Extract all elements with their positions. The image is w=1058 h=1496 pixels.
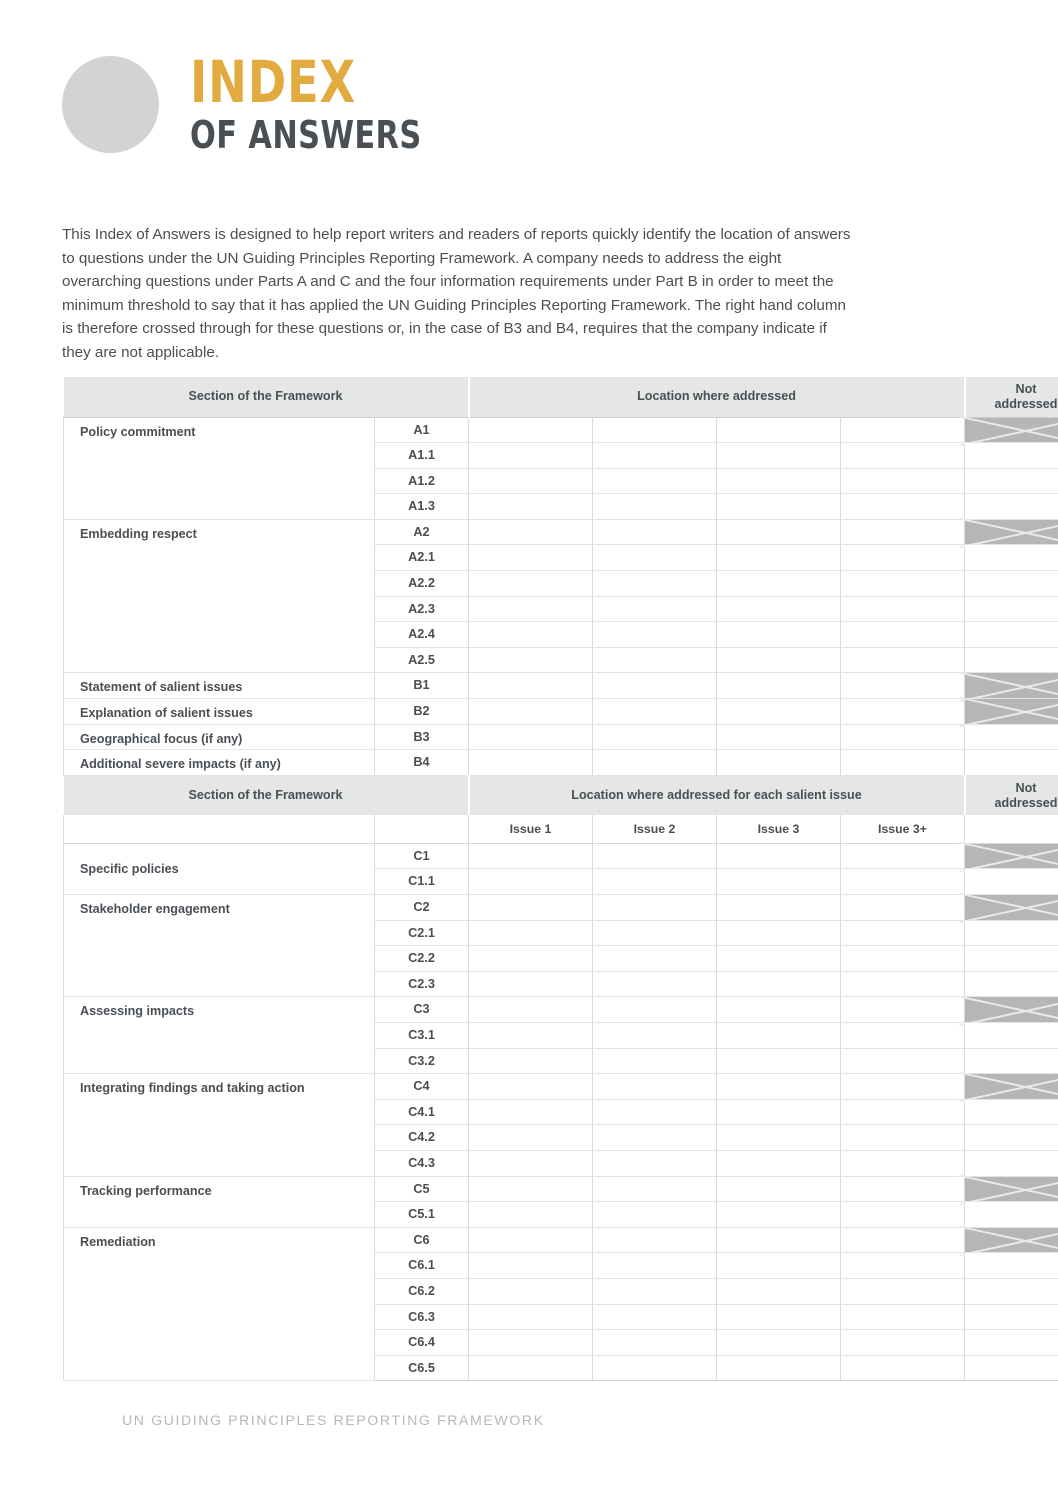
location-input-cell[interactable] [717, 1355, 841, 1381]
intro-paragraph: This Index of Answers is designed to help report writers and readers of reports quickly identify the location of answers to questions under the UN Guiding Principles Reporting Framework. A company needs to address the eight overarching questions under Parts A and C and the four information requirements under Part B in order to meet the minimum threshold to say that it has applied the UN Guiding Principles Reporting Framework. The right hand column is therefore crossed through for these questions or, in the case of B3 and B4, requires that the company indicate if they are not applicable. [62, 226, 851, 361]
requirement-code-cell: A1.1 [375, 443, 469, 469]
location-input-cell[interactable] [593, 895, 717, 921]
location-input-cell[interactable] [841, 1202, 965, 1228]
location-input-cell[interactable] [841, 571, 965, 597]
location-input-cell[interactable] [593, 494, 717, 520]
gray-circle-icon [62, 56, 159, 153]
location-input-cell[interactable] [593, 545, 717, 571]
location-input-cell[interactable] [841, 545, 965, 571]
location-input-cell[interactable] [593, 1125, 717, 1151]
section-label-cell: Policy commitment [64, 417, 375, 519]
location-input-cell[interactable] [469, 1253, 593, 1279]
location-input-cell[interactable] [593, 750, 717, 776]
location-input-cell[interactable] [593, 1150, 717, 1176]
page-title-main: INDEX [190, 48, 357, 116]
location-input-cell[interactable] [717, 971, 841, 997]
location-input-cell[interactable] [717, 1048, 841, 1074]
location-input-cell[interactable] [717, 1330, 841, 1356]
location-input-cell[interactable] [841, 519, 965, 545]
location-input-cell[interactable] [469, 750, 593, 776]
requirement-code-cell: B4 [375, 750, 469, 776]
requirement-code-cell: C4.3 [375, 1150, 469, 1176]
location-input-cell[interactable] [469, 545, 593, 571]
requirement-code-cell: C1 [375, 843, 469, 869]
location-input-cell[interactable] [841, 1355, 965, 1381]
section-label-cell: Remediation [64, 1227, 375, 1381]
not-addressed-cell[interactable] [965, 1048, 1058, 1074]
location-input-cell[interactable] [717, 571, 841, 597]
location-input-cell[interactable] [717, 417, 841, 443]
location-input-cell[interactable] [717, 622, 841, 648]
requirement-code-cell: C5.1 [375, 1202, 469, 1228]
header-section-of-framework-c: Section of the Framework [64, 775, 469, 815]
location-input-cell[interactable] [593, 724, 717, 750]
table-row [64, 1227, 1058, 1253]
not-addressed-cell[interactable] [965, 869, 1058, 895]
section-label-cell: Tracking performance [64, 1176, 375, 1227]
location-input-cell[interactable] [841, 843, 965, 869]
location-input-cell[interactable] [717, 1176, 841, 1202]
header-location-addressed: Location where addressed [469, 377, 965, 417]
not-addressed-cell[interactable] [965, 699, 1058, 725]
location-input-cell[interactable] [717, 1150, 841, 1176]
location-input-cell[interactable] [593, 468, 717, 494]
location-input-cell[interactable] [469, 843, 593, 869]
location-input-cell[interactable] [469, 596, 593, 622]
cross-out-icon [965, 1177, 1058, 1202]
requirement-code-cell: A1 [375, 417, 469, 443]
location-input-cell[interactable] [593, 571, 717, 597]
requirement-code-cell: C4.2 [375, 1125, 469, 1151]
location-input-cell[interactable] [841, 647, 965, 673]
location-input-cell[interactable] [841, 1150, 965, 1176]
location-input-cell[interactable] [469, 1202, 593, 1228]
not-addressed-cell[interactable] [965, 1202, 1058, 1228]
page-title [190, 48, 480, 157]
cross-out-icon [965, 673, 1058, 698]
location-input-cell[interactable] [841, 1227, 965, 1253]
location-input-cell[interactable] [469, 1355, 593, 1381]
location-input-cell[interactable] [593, 1074, 717, 1100]
location-input-cell[interactable] [469, 1176, 593, 1202]
location-input-cell[interactable] [469, 417, 593, 443]
location-input-cell[interactable] [841, 1099, 965, 1125]
location-input-cell[interactable] [841, 596, 965, 622]
requirement-code-cell: A2 [375, 519, 469, 545]
location-input-cell[interactable] [841, 417, 965, 443]
cross-out-icon [965, 844, 1058, 869]
location-input-cell[interactable] [469, 1074, 593, 1100]
table-row [64, 1074, 1058, 1100]
not-addressed-cell[interactable] [965, 1278, 1058, 1304]
location-input-cell[interactable] [841, 1048, 965, 1074]
section-label-cell: Specific policies [64, 843, 375, 894]
not-addressed-cell[interactable] [965, 1150, 1058, 1176]
section-label-cell: Assessing impacts [64, 997, 375, 1074]
location-input-cell[interactable] [469, 1304, 593, 1330]
location-input-cell[interactable] [593, 1176, 717, 1202]
location-input-cell[interactable] [717, 519, 841, 545]
header-section-of-framework: Section of the Framework [64, 377, 469, 417]
page-title-sub: OF ANSWERS [190, 113, 422, 157]
requirement-code-cell: C2 [375, 895, 469, 921]
not-addressed-cell[interactable] [965, 1125, 1058, 1151]
requirement-code-cell: A2.3 [375, 596, 469, 622]
location-input-cell[interactable] [717, 1099, 841, 1125]
location-input-cell[interactable] [841, 971, 965, 997]
cross-out-icon [965, 418, 1058, 443]
header-not-addressed-c [965, 775, 1058, 815]
location-input-cell[interactable] [717, 1125, 841, 1151]
location-input-cell[interactable] [469, 1278, 593, 1304]
not-addressed-cell[interactable] [965, 1074, 1058, 1100]
location-input-cell[interactable] [717, 468, 841, 494]
not-addressed-cell[interactable] [965, 1176, 1058, 1202]
requirement-code-cell: B3 [375, 724, 469, 750]
requirement-code-cell: C6.3 [375, 1304, 469, 1330]
location-input-cell[interactable] [593, 699, 717, 725]
location-input-cell[interactable] [469, 1227, 593, 1253]
not-addressed-cell[interactable] [965, 1355, 1058, 1381]
requirement-code-cell: C6.5 [375, 1355, 469, 1381]
location-input-cell[interactable] [717, 443, 841, 469]
not-addressed-cell[interactable] [965, 647, 1058, 673]
location-input-cell[interactable] [717, 1278, 841, 1304]
location-input-cell[interactable] [593, 997, 717, 1023]
requirement-code-cell: C2.1 [375, 920, 469, 946]
not-addressed-cell[interactable] [965, 971, 1058, 997]
requirement-code-cell: A2.2 [375, 571, 469, 597]
not-addressed-cell[interactable] [965, 494, 1058, 520]
requirement-code-cell: A2.5 [375, 647, 469, 673]
location-input-cell[interactable] [593, 869, 717, 895]
header-not-addressed [965, 377, 1058, 417]
table-row [64, 724, 1058, 750]
not-addressed-cell[interactable] [965, 596, 1058, 622]
not-addressed-cell[interactable] [965, 519, 1058, 545]
section-label-cell: Stakeholder engagement [64, 895, 375, 997]
cross-out-icon [965, 699, 1058, 724]
location-input-cell[interactable] [593, 971, 717, 997]
location-input-cell[interactable] [469, 699, 593, 725]
not-addressed-cell[interactable] [965, 1330, 1058, 1356]
requirement-code-cell: C6.2 [375, 1278, 469, 1304]
location-input-cell[interactable] [841, 750, 965, 776]
section-label-cell: Embedding respect [64, 519, 375, 673]
not-addressed-cell[interactable] [965, 571, 1058, 597]
issue-row-blank-code [375, 815, 469, 843]
table-row [64, 750, 1058, 776]
location-input-cell[interactable] [469, 946, 593, 972]
table-header-row-ac [64, 377, 1058, 417]
location-input-cell[interactable] [593, 1048, 717, 1074]
location-input-cell[interactable] [469, 494, 593, 520]
location-input-cell[interactable] [469, 673, 593, 699]
location-input-cell[interactable] [841, 443, 965, 469]
section-label-cell: Integrating findings and taking action [64, 1074, 375, 1176]
table-row [64, 417, 1058, 443]
requirement-code-cell: C1.1 [375, 869, 469, 895]
location-input-cell[interactable] [593, 843, 717, 869]
requirement-code-cell: C3.1 [375, 1022, 469, 1048]
requirement-code-cell: A2.1 [375, 545, 469, 571]
location-input-cell[interactable] [717, 1202, 841, 1228]
cross-out-icon [965, 997, 1058, 1022]
requirement-code-cell: C6.1 [375, 1253, 469, 1279]
location-input-cell[interactable] [593, 1227, 717, 1253]
not-addressed-cell[interactable] [965, 920, 1058, 946]
location-input-cell[interactable] [469, 622, 593, 648]
location-input-cell[interactable] [717, 494, 841, 520]
location-input-cell[interactable] [717, 647, 841, 673]
cross-out-icon [965, 1074, 1058, 1099]
location-input-cell[interactable] [841, 1304, 965, 1330]
issue-row-blank-na [965, 815, 1058, 843]
header-not-addressed-line1: Not [1015, 381, 1037, 396]
issue-column-header-3: Issue 3 [717, 815, 841, 843]
location-input-cell[interactable] [841, 1125, 965, 1151]
table-row [64, 895, 1058, 921]
location-input-cell[interactable] [717, 997, 841, 1023]
location-input-cell[interactable] [717, 545, 841, 571]
requirement-code-cell: C6.4 [375, 1330, 469, 1356]
table-row [64, 1176, 1058, 1202]
header-location-addressed-salient: Location where addressed for each salient issue [469, 775, 965, 815]
section-label-cell: Additional severe impacts (if any) [64, 750, 375, 776]
requirement-code-cell: C2.3 [375, 971, 469, 997]
location-input-cell[interactable] [717, 946, 841, 972]
not-addressed-cell[interactable] [965, 1022, 1058, 1048]
location-input-cell[interactable] [717, 1022, 841, 1048]
not-addressed-cell[interactable] [965, 724, 1058, 750]
location-input-cell[interactable] [841, 1022, 965, 1048]
requirement-code-cell: A2.4 [375, 622, 469, 648]
location-input-cell[interactable] [469, 920, 593, 946]
location-input-cell[interactable] [717, 724, 841, 750]
location-input-cell[interactable] [469, 519, 593, 545]
header-not-addressed-c-line1: Not [1015, 780, 1037, 795]
section-label-cell: Explanation of salient issues [64, 699, 375, 725]
requirement-code-cell: B2 [375, 699, 469, 725]
location-input-cell[interactable] [841, 724, 965, 750]
issue-column-header-4: Issue 3+ [841, 815, 965, 843]
requirement-code-cell: C3 [375, 997, 469, 1023]
requirement-code-cell: C5 [375, 1176, 469, 1202]
location-input-cell[interactable] [469, 571, 593, 597]
location-input-cell[interactable] [717, 673, 841, 699]
section-label-cell: Statement of salient issues [64, 673, 375, 699]
issue-column-header-1: Issue 1 [469, 815, 593, 843]
location-input-cell[interactable] [593, 1330, 717, 1356]
location-input-cell[interactable] [841, 997, 965, 1023]
issue-row-blank-section [64, 815, 375, 843]
location-input-cell[interactable] [717, 895, 841, 921]
location-input-cell[interactable] [593, 1253, 717, 1279]
location-input-cell[interactable] [841, 946, 965, 972]
not-addressed-cell[interactable] [965, 622, 1058, 648]
location-input-cell[interactable] [593, 1022, 717, 1048]
location-input-cell[interactable] [841, 1330, 965, 1356]
not-addressed-cell[interactable] [965, 1304, 1058, 1330]
location-input-cell[interactable] [841, 1176, 965, 1202]
requirement-code-cell: C3.2 [375, 1048, 469, 1074]
location-input-cell[interactable] [469, 1022, 593, 1048]
location-input-cell[interactable] [593, 1278, 717, 1304]
table-row [64, 997, 1058, 1023]
location-input-cell[interactable] [717, 1074, 841, 1100]
cross-out-icon [965, 895, 1058, 920]
location-input-cell[interactable] [469, 724, 593, 750]
location-input-cell[interactable] [469, 647, 593, 673]
requirement-code-cell: A1.2 [375, 468, 469, 494]
location-input-cell[interactable] [717, 869, 841, 895]
requirement-code-cell: C4 [375, 1074, 469, 1100]
location-input-cell[interactable] [593, 1355, 717, 1381]
location-input-cell[interactable] [469, 1150, 593, 1176]
location-input-cell[interactable] [717, 920, 841, 946]
table-row [64, 699, 1058, 725]
not-addressed-cell[interactable] [965, 1253, 1058, 1279]
not-addressed-cell[interactable] [965, 417, 1058, 443]
location-input-cell[interactable] [469, 468, 593, 494]
not-addressed-cell[interactable] [965, 997, 1058, 1023]
location-input-cell[interactable] [593, 1202, 717, 1228]
issue-columns-row [64, 815, 1058, 843]
masthead [62, 48, 962, 172]
requirement-code-cell: C2.2 [375, 946, 469, 972]
location-input-cell[interactable] [841, 673, 965, 699]
not-addressed-cell[interactable] [965, 843, 1058, 869]
location-input-cell[interactable] [593, 519, 717, 545]
location-input-cell[interactable] [841, 494, 965, 520]
location-input-cell[interactable] [841, 1253, 965, 1279]
location-input-cell[interactable] [841, 895, 965, 921]
location-input-cell[interactable] [593, 920, 717, 946]
location-input-cell[interactable] [469, 1330, 593, 1356]
location-input-cell[interactable] [469, 1099, 593, 1125]
location-input-cell[interactable] [717, 1304, 841, 1330]
location-input-cell[interactable] [469, 971, 593, 997]
requirement-code-cell: C4.1 [375, 1099, 469, 1125]
location-input-cell[interactable] [841, 1278, 965, 1304]
not-addressed-cell[interactable] [965, 545, 1058, 571]
cross-out-icon [965, 520, 1058, 545]
location-input-cell[interactable] [841, 869, 965, 895]
table-row [64, 519, 1058, 545]
issue-column-header-2: Issue 2 [593, 815, 717, 843]
location-input-cell[interactable] [841, 1074, 965, 1100]
table-row [64, 843, 1058, 869]
location-input-cell[interactable] [593, 673, 717, 699]
header-not-addressed-line2: addressed [994, 396, 1058, 411]
not-addressed-cell[interactable] [965, 946, 1058, 972]
location-input-cell[interactable] [593, 622, 717, 648]
location-input-cell[interactable] [717, 699, 841, 725]
location-input-cell[interactable] [469, 1125, 593, 1151]
location-input-cell[interactable] [841, 622, 965, 648]
location-input-cell[interactable] [593, 1099, 717, 1125]
location-input-cell[interactable] [841, 699, 965, 725]
location-input-cell[interactable] [841, 920, 965, 946]
section-label-cell: Geographical focus (if any) [64, 724, 375, 750]
location-input-cell[interactable] [717, 596, 841, 622]
location-input-cell[interactable] [717, 1227, 841, 1253]
location-input-cell[interactable] [469, 997, 593, 1023]
not-addressed-cell[interactable] [965, 750, 1058, 776]
not-addressed-cell[interactable] [965, 1099, 1058, 1125]
not-addressed-cell[interactable] [965, 895, 1058, 921]
not-addressed-cell[interactable] [965, 468, 1058, 494]
requirement-code-cell: C6 [375, 1227, 469, 1253]
table-row [64, 673, 1058, 699]
requirement-code-cell: A1.3 [375, 494, 469, 520]
location-input-cell[interactable] [593, 417, 717, 443]
not-addressed-cell[interactable] [965, 1227, 1058, 1253]
location-input-cell[interactable] [717, 843, 841, 869]
location-input-cell[interactable] [469, 1048, 593, 1074]
location-input-cell[interactable] [469, 869, 593, 895]
location-input-cell[interactable] [841, 468, 965, 494]
not-addressed-cell[interactable] [965, 673, 1058, 699]
location-input-cell[interactable] [469, 443, 593, 469]
location-input-cell[interactable] [717, 750, 841, 776]
header-not-addressed-c-line2: addressed [994, 795, 1058, 810]
location-input-cell[interactable] [593, 1304, 717, 1330]
location-input-cell[interactable] [469, 895, 593, 921]
index-of-answers-table [63, 377, 1058, 1381]
cross-out-icon [965, 1228, 1058, 1253]
location-input-cell[interactable] [593, 647, 717, 673]
location-input-cell[interactable] [593, 443, 717, 469]
footer-text: UN GUIDING PRINCIPLES REPORTING FRAMEWORK [122, 1413, 545, 1429]
location-input-cell[interactable] [593, 946, 717, 972]
requirement-code-cell: B1 [375, 673, 469, 699]
location-input-cell[interactable] [593, 596, 717, 622]
table-header-row-c [64, 775, 1058, 815]
location-input-cell[interactable] [717, 1253, 841, 1279]
not-addressed-cell[interactable] [965, 443, 1058, 469]
